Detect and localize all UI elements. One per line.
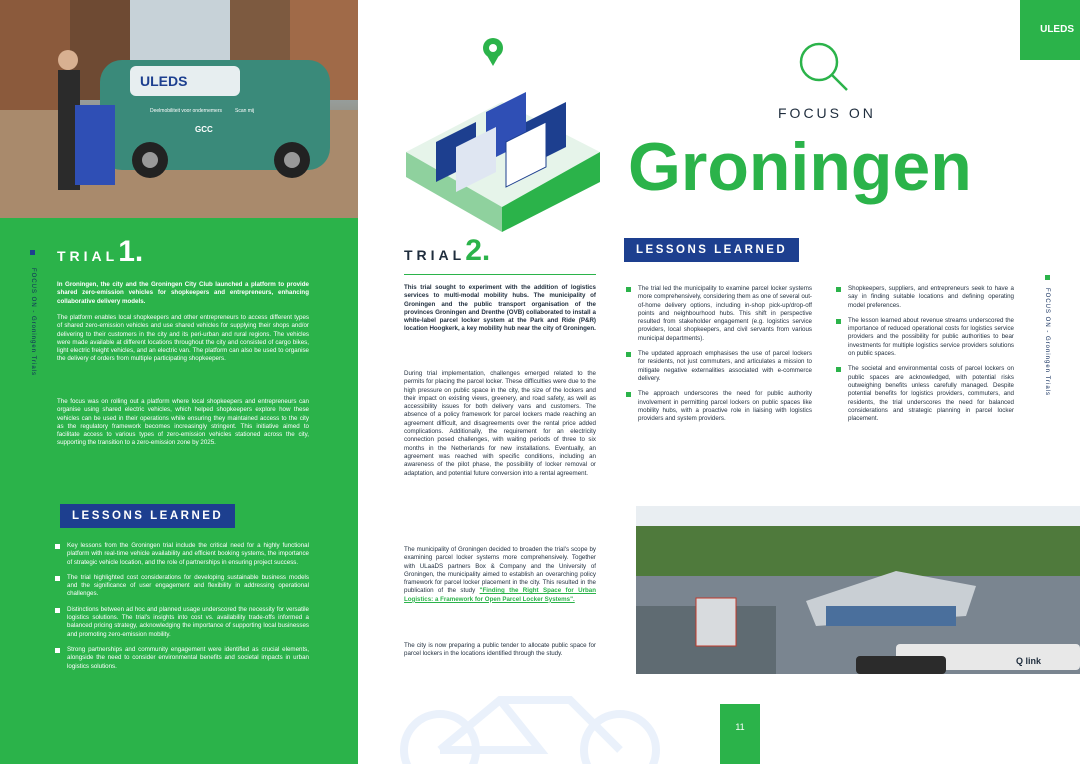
- left-panel: [0, 0, 358, 764]
- left-side-marker: [30, 250, 35, 255]
- van-brand: ULEDS: [140, 73, 188, 89]
- trial2-heading: [404, 234, 490, 268]
- list-item: The approach underscores the need for public authority involvement in permitting parcel lockers on public spaces like mobility hubs, with a proactive role in liaising with logistics providers and system providers.: [626, 390, 812, 423]
- brand-logo: ULEDS: [1040, 24, 1074, 35]
- list-item: The lesson learned about revenue streams underscored the importance of reduced operational costs for logistics service providers and the possibility for public authorities to bear investments for multiple logistics service providers solutions on public spaces.: [836, 317, 1014, 358]
- list-item: Distinctions between ad hoc and planned usage underscored the necessity for versatile logistics solutions. The trial's insights into cost vs. availability trade-offs informed a balanced pricing strategy, acknowledging the importance of supporting local businesses and promoting zero-emission mobility.: [55, 606, 309, 639]
- list-item: The updated approach emphasises the use of parcel lockers for residents, not just commuters, and articulates a mission to mitigate negative externalities associated with e-commerce delivery.: [626, 350, 812, 383]
- trial2-para2: [404, 546, 596, 604]
- trial2-label: TRIAL: [404, 247, 466, 263]
- bus-station-photo: [636, 506, 1080, 674]
- list-item: Strong partnerships and community engagement were identified as crucial elements, alongside the need to consider environmental benefits and societal impacts in urban logistics solutions.: [55, 646, 309, 671]
- list-item: The trial highlighted cost considerations for developing sustainable business models and the significance of user engagement and flexibility in addressing operational challenges.: [55, 574, 309, 599]
- trial2-divider: [404, 274, 596, 275]
- right-side-label: FOCUS ON - Groningen Trials: [1044, 288, 1050, 397]
- trial2-intro: This trial sought to experiment with the addition of logistics services to multi-modal mobility hubs. The municipality of Groningen and the public transport organisation of the provinces Groningen and Drenthe (OVB) collaborated to install a white-label parcel locker system at the Park and Ride (P&R) location Hoogkerk, a key mobility hub near the city of Groningen.: [404, 284, 596, 333]
- van-text-1: Deelmobiliteit voor ondernemers: [150, 108, 222, 114]
- street-photo-illustration: [0, 0, 358, 218]
- bus-label: Q link: [1016, 656, 1042, 666]
- study-link[interactable]: "Finding the Right Space for Urban Logistics: a Framework for Open Parcel Locker Systems".: [404, 587, 597, 603]
- bus-station-illustration: [636, 506, 1080, 674]
- van-text-2: GCC: [195, 125, 213, 134]
- trial2-lessons-heading: LESSONS LEARNED: [624, 238, 799, 262]
- left-side-label: FOCUS ON - Groningen Trials: [30, 268, 36, 377]
- page-title: Groningen: [628, 129, 972, 205]
- focus-on-label: FOCUS ON: [778, 105, 876, 121]
- trial2-lessons-list-col2: [836, 285, 1014, 430]
- street-photo: [0, 0, 358, 218]
- list-item: The trial led the municipality to examine parcel locker systems more comprehensively, considering them as one of several out-of-home delivery options, including in-shop pick-up/drop-off points and neighbourhood hubs. This shift in perspective resulted from stakeholder engagement (e.g. logistics service providers, local shopkeepers, and civil servants from various municipal departments).: [626, 285, 812, 343]
- trial2-lessons-list-col1: [626, 285, 812, 430]
- page-number: 11: [720, 704, 760, 764]
- city-isometric-illustration: [396, 32, 608, 232]
- list-item: Shopkeepers, suppliers, and entrepreneurs seek to have a say in finding suitable locations and defining operating model preferences.: [836, 285, 1014, 310]
- trial1-label: TRIAL: [57, 248, 119, 264]
- trial2-para2-text: The municipality of Groningen decided to broaden the trial's scope by examining parcel locker systems more comprehensively. Together with ULaaDS partners Box & Company and the University of Groningen, the municipality aimed to establish an overarching policy framework for parcel locker placement in the city. This resulted in the publication of the study: [404, 546, 596, 595]
- trial2-para1: During trial implementation, challenges emerged related to the permits for placing the parcel locker. These difficulties were due to the high pressure on public space in the city, the size of the lockers and their impact on existing views, greenery, and road safety, as well as accessibility issues for both delivery vans and customers. The absence of a policy framework for parcel lockers made reaching an agreement difficult, and disagreements over the rental price added complications. Additionally, the requirement for an electricity connection posed challenges, with waiting periods of three to six months in the Netherlands for new installations. Eventually, an agreement was reached with specific conditions, including an awareness of the pilot phase, the possibility of locker removal or adaptation, and potential future conversion into a rental agreement.: [404, 370, 596, 477]
- trial1-para1: The platform enables local shopkeepers and other entrepreneurs to access different types of shared zero-emission vehicles and use shared vehicles for supplying their shops and/or delivering to their customers in the city and its peri-urban and rural regions. The vehicles were made available at different locations throughout the city and consisted of cargo bikes, light electric freight vehicles, and an electric van. The platform can also be used to organise the delivery of orders from multiple participating shopkeepers.: [57, 314, 309, 363]
- trial1-lessons-list: [55, 542, 309, 678]
- trial1-heading: [57, 235, 143, 269]
- list-item: The societal and environmental costs of parcel lockers on public spaces are acknowledged, with potential risks outweighing benefits unless carefully managed. Despite potential benefits for logistics providers, commuters, and residents, the trial underscores the need for balanced considerations and strategic planning in parcel locker placement.: [836, 365, 1014, 423]
- magnifier-icon: [795, 38, 851, 94]
- van-text-3: Scan mij: [235, 108, 255, 114]
- trial1-lessons-heading: LESSONS LEARNED: [60, 504, 235, 528]
- trial1-para2: The focus was on rolling out a platform where local shopkeepers and entrepreneurs can organise using shared electric vehicles, which helped shopkeepers explore how these vehicles can be used in their operations while ensuring they maintained access to the city as the regulatory framework becomes increasingly stringent. This initiative aimed to facilitate access to various types of zero-emission vehicles stationed across the city, supporting the transition to a zero-emission zone by 2025.: [57, 398, 309, 447]
- trial2-number: 2.: [465, 234, 491, 267]
- trial1-number: 1.: [118, 235, 144, 268]
- right-side-marker: [1045, 275, 1050, 280]
- trial2-para3: The city is now preparing a public tender to allocate public space for parcel lockers in the locations identified through the study.: [404, 642, 596, 658]
- brand-corner: [1020, 0, 1080, 60]
- trial1-intro: In Groningen, the city and the Groningen City Club launched a platform to provide shared zero-emission vehicles for shopkeepers and entrepreneurs, enhancing collaborative delivery models.: [57, 281, 309, 305]
- list-item: Key lessons from the Groningen trial include the critical need for a highly functional platform with real-time vehicle availability and efficient booking systems, the importance of strategic vehicle location, and the role of partnerships in ensuring project success.: [55, 542, 309, 567]
- bicycle-watermark-icon: [400, 670, 680, 764]
